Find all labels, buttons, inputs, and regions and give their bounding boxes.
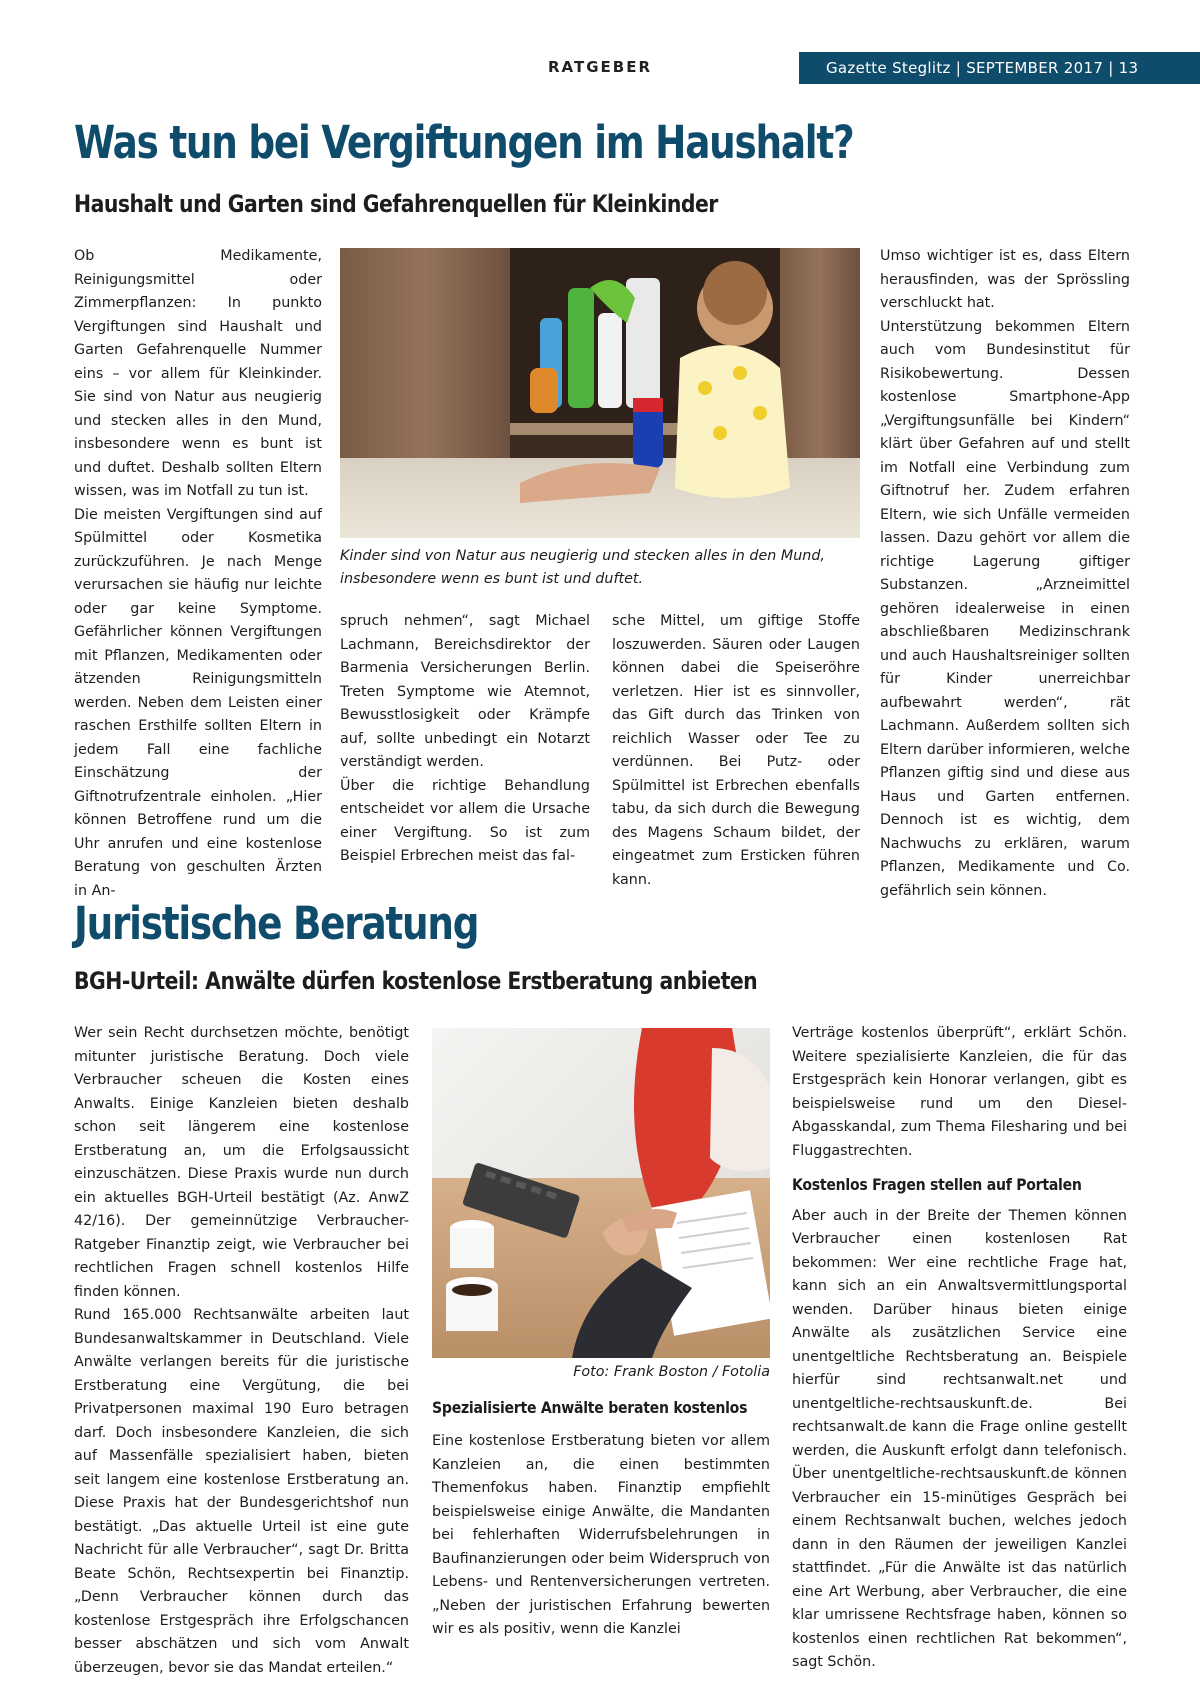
article2-subtitle: BGH-Urteil: Anwälte dürfen kostenlose Erstberatung anbieten — [74, 967, 758, 995]
photo-credit: Foto: Frank Boston / Fotolia — [573, 1364, 770, 1380]
article1-subtitle: Haushalt und Garten sind Gefahrenquellen für Kleinkinder — [74, 190, 718, 218]
article1-column-2 — [340, 610, 590, 865]
photo-caption: Kinder sind von Natur aus neugierig und stecken alles in den Mund, insbesondere wenn es bunt ist und duftet. — [340, 548, 825, 587]
paragraph: Umso wichtiger ist es, dass Eltern herausfinden, was der Sprössling verschluckt hat. — [880, 248, 1130, 311]
masthead-bar: Gazette Steglitz | SEPTEMBER 2017 | 13 — [799, 52, 1200, 84]
child-cleaning-products-photo — [340, 248, 860, 538]
paragraph: sche Mittel, um giftige Stoffe loszuwerden. Säuren oder Laugen können dabei die Speiseröhre verletzen. Hier ist es sinnvoller, das Gift durch das Trinken von reichlich Wasser oder Tee zu verdünnen. Bei Putz- oder Spülmittel ist Erbrechen ebenfalls tabu, da sich durch die Bewegung des Magens Schaum bildet, der eingeatmet zum Ersticken führen kann. — [612, 613, 860, 888]
paragraph: Die meisten Vergiftungen sind auf Spülmittel oder Kosmetika zurückzuführen. Je nach Menge verursachen sie häufig nur leichte oder gar keine Symptome. Gefährlicher können Vergiftungen mit Pflanzen, Medikamenten oder ätzenden Reinigungsmitteln werden. Neben dem Leisten einer raschen Ersthilfe sollten Eltern in jedem Fall eine fachliche Einschätzung der Giftnotrufzentrale einholen. „Hier können Betroffene rund um die Uhr anrufen und eine kostenlose Beratung von geschulten Ärzten in An- — [74, 506, 322, 899]
article1-column-4 — [880, 245, 1130, 899]
paragraph: Verträge kostenlos überprüft“, erklärt Schön. Weitere spezialisierte Kanzleien, die für das Erstgespräch kein Honorar verlangen, gibt es beispielsweise rund um den Diesel-Abgasskandal, zum Thema Filesharing und bei Fluggastrechten. — [792, 1025, 1127, 1159]
section-heading-portals: Kostenlos Fragen stellen auf Portalen — [792, 1175, 1082, 1194]
section-heading-specialized-lawyers: Spezialisierte Anwälte beraten kostenlos — [432, 1398, 748, 1417]
photo-illustration — [340, 248, 860, 538]
article1-title: Was tun bei Vergiftungen im Haushalt? — [74, 116, 854, 169]
handshake-office-photo — [432, 1028, 770, 1358]
article2-title: Juristische Beratung — [74, 897, 479, 950]
article1-column-1 — [74, 245, 322, 899]
photo-illustration — [432, 1028, 770, 1358]
section-label: RATGEBER — [548, 58, 653, 76]
article2-column-3 — [792, 1022, 1127, 1677]
paragraph: Ob Medikamente, Reinigungsmittel oder Zimmerpflanzen: In punkto Vergiftungen sind Haushalt und Garten Gefahrenquelle Nummer eins – vor allem für Kleinkinder. Sie sind von Natur aus neugierig und stecken alles in den Mund, insbesondere wenn es bunt ist und duftet. Deshalb sollten Eltern wissen, was im Notfall zu tun ist. — [74, 248, 322, 499]
paragraph: Unterstützung bekommen Eltern auch vom Bundesinstitut für Risikobewertung. Dessen kostenlose Smartphone-App „Vergiftungsunfälle bei Kindern“ klärt über Gefahren auf und stellt im Notfall eine Verbindung zum Giftnotruf her. Zudem erfahren Eltern, wie sich Unfälle vermeiden lassen. Dazu gehört vor allem die richtige Lagerung giftiger Substanzen. „Arzneimittel gehören idealerweise in einen abschließbaren Medizinschrank und auch Haushaltsreiniger sollten für Kinder unerreichbar aufbewahrt werden“, rät Lachmann. Außerdem sollten sich Eltern darüber informieren, welche Pflanzen giftig sind und diese aus Haus und Garten entfernen. Dennoch ist es wichtig, dem Nachwuchs zu erklären, warum Pflanzen, Medikamente und Co. gefährlich sein können. — [880, 318, 1130, 899]
paragraph: Rund 165.000 Rechtsanwälte arbeiten laut Bundesanwaltskammer in Deutschland. Viele Anwälte verlangen bereits für die juristische Erstberatung eine Vergütung, die bei Privatpersonen maximal 190 Euro betragen darf. Doch insbesondere Kanzleien, die sich auf Massenfälle spezialisiert haben, bieten seit langem eine kostenlose Erstberatung an. Diese Praxis hat der Bundesgerichtshof nun bestätigt. „Das aktuelle Urteil ist eine gute Nachricht für alle Verbraucher“, sagt Dr. Britta Beate Schön, Rechtsexpertin bei Finanztip. „Denn Verbraucher können durch das kostenlose Erstgespräch ihre Erfolgschancen besser abschätzen und sich vom Anwalt überzeugen, bevor sie das Mandat erteilen.“ — [74, 1307, 409, 1676]
paragraph: Eine kostenlose Erstberatung bieten vor allem Kanzleien an, die einen bestimmten Themenfokus haben. Finanztip empfiehlt beispielsweise einige Anwälte, die Mandanten bei fehlerhaften Widerrufsbelehrungen in Baufinanzierungen oder beim Widerspruch von Lebens- und Rentenversicherungen vertreten. „Neben der juristischen Erfahrung bewerten wir es als positiv, wenn die Kanzlei — [432, 1433, 770, 1637]
article2-column-1 — [74, 1022, 409, 1677]
article2-column-2 — [432, 1430, 770, 1680]
article1-column-3 — [612, 610, 860, 888]
paragraph: Wer sein Recht durchsetzen möchte, benötigt mitunter juristische Beratung. Doch viele Verbraucher scheuen die Kosten eines Anwalts. Einige Kanzleien bieten deshalb schon seit längerem eine kostenlose Erstberatung an, um die Erfolgsaussicht einzuschätzen. Diese Praxis wurde nun durch ein aktuelles BGH-Urteil bestätigt (Az. AnwZ 42/16). Der gemeinnützige Verbraucher-Ratgeber Finanztip zeigt, wie Verbraucher bei rechtlichen Fragen schnell kostenlos Hilfe finden können. — [74, 1025, 409, 1300]
paragraph: spruch nehmen“, sagt Michael Lachmann, Bereichsdirektor der Barmenia Versicherungen Berlin. Treten Symptome wie Atemnot, Bewusstlosigkeit oder Krämpfe auf, sollte unbedingt ein Notarzt verständigt werden. — [340, 613, 590, 770]
paragraph: Über die richtige Behandlung entscheidet vor allem die Ursache einer Vergiftung. So ist zum Beispiel Erbrechen meist das fal- — [340, 777, 590, 864]
paragraph: Aber auch in der Breite der Themen können Verbraucher einen kostenlosen Rat bekommen: Wer eine rechtliche Frage hat, kann sich an ein Anwaltsvermittlungsportal wenden. Darüber hinaus bieten einige Anwälte als zusätzlichen Service eine unentgeltliche Rechtsberatung an. Beispiele hierfür sind rechtsanwalt.net und unentgeltliche-rechtsauskunft.de. Bei rechtsanwalt.de kann die Frage online gestellt werden, die Auskunft erfolgt dann telefonisch. Über unentgeltliche-rechtsauskunft.de können Verbraucher ein 15-minütiges Gespräch bei einem Rechtsanwalt buchen, welches jedoch dann in den Räumen der jeweiligen Kanzlei stattfindet. „Für die Anwälte ist das natürlich eine Art Werbung, aber Verbraucher, die eine klar umrissene Rechtsfrage haben, können so kostenlos einen rechtlichen Rat bekommen“, sagt Schön. — [792, 1207, 1127, 1670]
